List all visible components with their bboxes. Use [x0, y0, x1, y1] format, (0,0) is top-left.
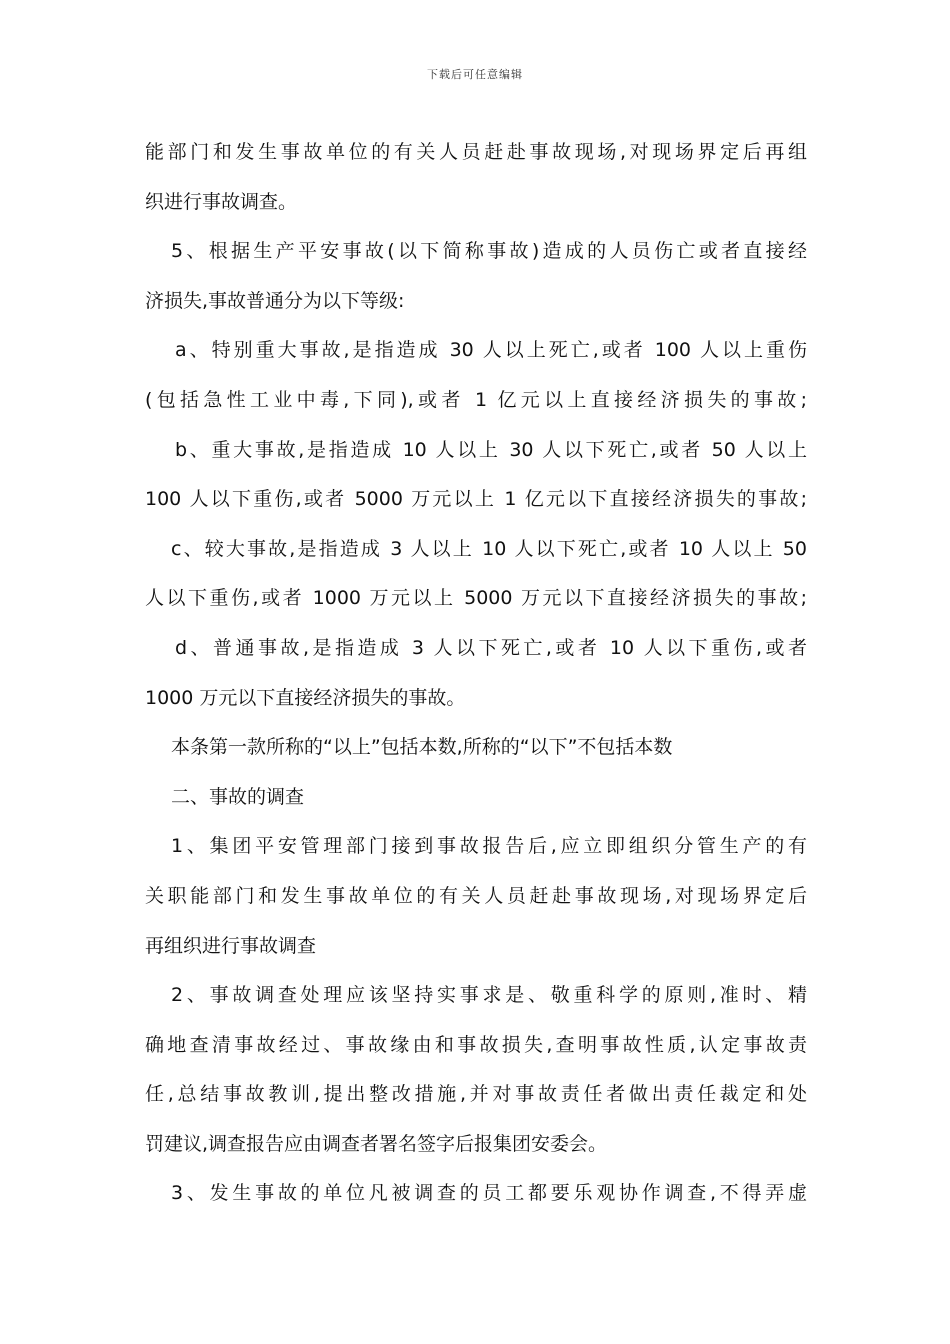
- paragraph-line: 1000 万元以下直接经济损失的事故。: [145, 686, 466, 709]
- paragraph-line: b、重大事故,是指造成 10 人以上 30 人以下死亡,或者 50 人以上: [175, 438, 807, 461]
- paragraph-line: (包括急性工业中毒,下同),或者 1 亿元以上直接经济损失的事故;: [145, 388, 807, 411]
- paragraph-line: d、普通事故,是指造成 3 人以下死亡,或者 10 人以下重伤,或者: [175, 636, 807, 659]
- section-heading: 二、事故的调查: [171, 785, 305, 808]
- paragraph-line: 任,总结事故教训,提出整改措施,并对事故责任者做出责任裁定和处: [145, 1083, 807, 1106]
- paragraph-line: 确地查清事故经过、事故缘由和事故损失,查明事故性质,认定事故责: [145, 1033, 807, 1056]
- page-header: 下载后可任意编辑: [427, 68, 523, 81]
- paragraph-line: 2、事故调查处理应该坚持实事求是、敬重科学的原则,准时、精: [171, 984, 807, 1007]
- paragraph-line: 能部门和发生事故单位的有关人员赶赴事故现场,对现场界定后再组: [145, 141, 807, 163]
- paragraph-line: c、较大事故,是指造成 3 人以上 10 人以下死亡,或者 10 人以上 50: [171, 537, 807, 560]
- paragraph-line: 100 人以下重伤,或者 5000 万元以上 1 亿元以下直接经济损失的事故;: [145, 488, 807, 511]
- document-body: [145, 130, 807, 1221]
- paragraph-line: 5、根据生产平安事故(以下简称事故)造成的人员伤亡或者直接经: [171, 240, 807, 263]
- paragraph-line: 3、发生事故的单位凡被调查的员工都要乐观协作调查,不得弄虚: [171, 1182, 807, 1205]
- paragraph-line: 再组织进行事故调查: [145, 934, 317, 957]
- paragraph-line: a、特别重大事故,是指造成 30 人以上死亡,或者 100 人以上重伤: [175, 339, 807, 362]
- paragraph-line: 罚建议,调查报告应由调查者署名签字后报集团安委会。: [145, 1132, 608, 1155]
- paragraph-line: 织进行事故调查。: [145, 190, 298, 213]
- paragraph-line: 济损失,事故普通分为以下等级:: [145, 289, 405, 312]
- paragraph-line: 本条第一款所称的“以上”包括本数,所称的“以下”不包括本数: [171, 736, 673, 759]
- paragraph-line: 1、集团平安管理部门接到事故报告后,应立即组织分管生产的有: [171, 835, 807, 858]
- paragraph-line: 人以下重伤,或者 1000 万元以上 5000 万元以下直接经济损失的事故;: [145, 587, 807, 610]
- paragraph-line: 关职能部门和发生事故单位的有关人员赶赴事故现场,对现场界定后: [145, 884, 807, 907]
